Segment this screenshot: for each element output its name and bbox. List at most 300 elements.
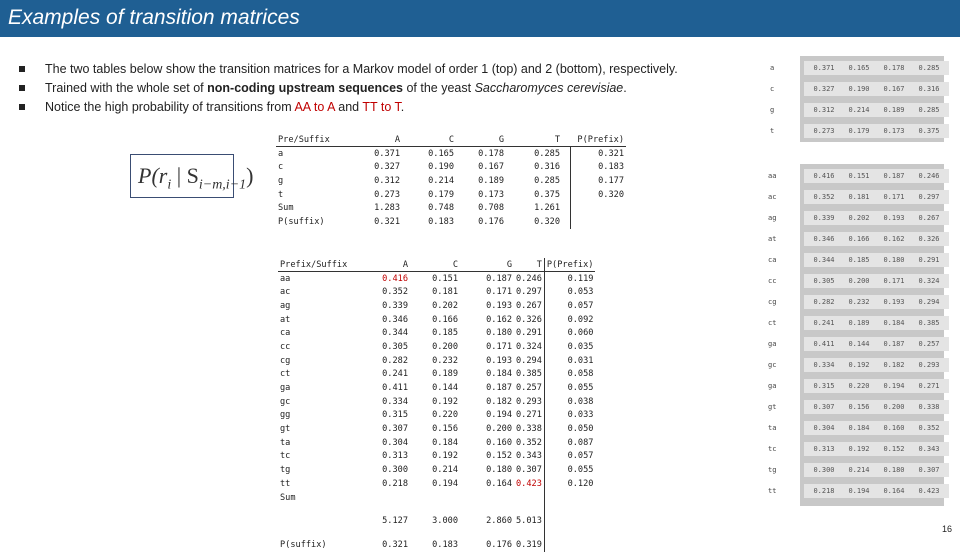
preview-cell: 0.187 xyxy=(874,169,914,183)
preview-cell: 0.285 xyxy=(909,103,949,117)
preview-cell: 0.181 xyxy=(839,190,879,204)
table-cell: 0.334 xyxy=(382,396,408,407)
preview-cell: 0.307 xyxy=(804,400,844,414)
table-row xyxy=(276,174,626,188)
table-row xyxy=(278,368,595,382)
table-row xyxy=(278,422,595,436)
table-cell: 0.144 xyxy=(432,383,458,394)
row-label: aa xyxy=(280,273,291,284)
column-header: G xyxy=(460,258,514,272)
preview-cell: 0.312 xyxy=(804,103,844,117)
table-cell: 0.285 xyxy=(534,175,560,186)
bullet-item: The two tables below show the transition matrices for a Markov model of order 1 (top) and 2 (bottom), respectively. xyxy=(16,60,776,79)
table-cell: 0.338 xyxy=(514,422,544,436)
spacer-cell xyxy=(562,188,570,202)
row-label: ag xyxy=(280,300,291,311)
table-row xyxy=(276,188,626,202)
preview-row-label: t xyxy=(770,127,775,135)
prefix-prob-cell: 0.177 xyxy=(570,174,626,188)
preview-row-label: ca xyxy=(768,256,777,264)
row-label: t xyxy=(278,189,284,200)
preview-cell: 0.416 xyxy=(804,169,844,183)
preview-row-label: ta xyxy=(768,424,777,432)
prefix-prob-cell: 0.092 xyxy=(567,314,594,325)
psuffix-cell: 0.321 xyxy=(382,539,408,550)
prefix-prob-cell: 0.033 xyxy=(567,410,594,421)
prefix-prob-cell: 0.050 xyxy=(567,424,594,435)
table-cell: 0.352 xyxy=(514,436,544,450)
preview-cell: 0.346 xyxy=(804,232,844,246)
table-cell: 0.271 xyxy=(514,409,544,423)
table-cell: 0.344 xyxy=(382,328,408,339)
psuffix-cell: 0.319 xyxy=(514,538,544,552)
table-cell: 0.352 xyxy=(382,287,408,298)
preview-cell: 0.257 xyxy=(909,337,949,351)
sum-label-row xyxy=(278,491,595,505)
side-panel-preview xyxy=(764,42,944,507)
table-cell: 0.285 xyxy=(534,148,560,159)
preview-cell: 0.273 xyxy=(804,124,844,138)
preview-cell: 0.214 xyxy=(839,103,879,117)
table-cell: 0.156 xyxy=(432,424,458,435)
empty-cell xyxy=(362,491,410,505)
table-row xyxy=(278,299,595,313)
table-cell: 0.305 xyxy=(382,341,408,352)
table-cell: 0.176 xyxy=(478,216,504,227)
table-cell: 0.181 xyxy=(432,287,458,298)
table-cell: 0.312 xyxy=(374,175,400,186)
preview-cell: 0.267 xyxy=(909,211,949,225)
spacer-cell xyxy=(562,147,570,161)
prefix-prob-cell: 0.031 xyxy=(567,355,594,366)
preview-row-label: at xyxy=(768,235,777,243)
table-cell: 0.171 xyxy=(486,341,512,352)
table-cell: 0.321 xyxy=(374,216,400,227)
preview-cell: 0.297 xyxy=(909,190,949,204)
preview-cell: 0.293 xyxy=(909,358,949,372)
table-row xyxy=(278,450,595,464)
table-cell: 0.160 xyxy=(486,437,512,448)
table-cell: 0.241 xyxy=(382,369,408,380)
table-row xyxy=(278,354,595,368)
table-cell: 0.165 xyxy=(428,148,454,159)
table-cell: 0.297 xyxy=(514,285,544,299)
table-row xyxy=(276,215,626,229)
empty-cell xyxy=(514,528,544,538)
row-label: ac xyxy=(280,287,291,298)
bullet-item: Notice the high probability of transitions from AA to A and TT to T. xyxy=(16,98,776,117)
row-label: gt xyxy=(280,424,291,435)
prefix-prob-cell: 0.060 xyxy=(567,328,594,339)
table-cell: 0.200 xyxy=(486,424,512,435)
table-cell: 0.293 xyxy=(514,395,544,409)
table-cell: 0.313 xyxy=(382,451,408,462)
bullet-list xyxy=(16,60,776,117)
spacer-row xyxy=(278,504,595,514)
table-cell: 0.307 xyxy=(514,463,544,477)
table-cell: 0.282 xyxy=(382,355,408,366)
preview-row-label: tg xyxy=(768,466,777,474)
table-cell: 0.343 xyxy=(514,450,544,464)
preview-cell: 0.166 xyxy=(839,232,879,246)
preview-cell: 0.189 xyxy=(839,316,879,330)
table-row xyxy=(278,436,595,450)
prefix-prob-cell: 0.055 xyxy=(567,465,594,476)
prefix-prob-cell: 0.055 xyxy=(567,383,594,394)
preview-cell: 0.305 xyxy=(804,274,844,288)
table-cell: 0.327 xyxy=(374,162,400,173)
table-cell: 0.173 xyxy=(478,189,504,200)
preview-cell: 0.334 xyxy=(804,358,844,372)
preview-cell: 0.193 xyxy=(874,295,914,309)
sum-cell: 5.013 xyxy=(514,514,544,528)
psuffix-row xyxy=(278,538,595,552)
table-cell: 0.187 xyxy=(486,383,512,394)
table-cell: 0.346 xyxy=(382,314,408,325)
preview-cell: 0.271 xyxy=(909,379,949,393)
spacer-cell xyxy=(562,174,570,188)
table-cell: 0.194 xyxy=(432,478,458,489)
table-cell: 0.189 xyxy=(478,175,504,186)
preview-cell: 0.184 xyxy=(874,316,914,330)
table-cell: 0.185 xyxy=(432,328,458,339)
preview-cell: 0.202 xyxy=(839,211,879,225)
preview-cell: 0.187 xyxy=(874,337,914,351)
preview-cell: 0.385 xyxy=(909,316,949,330)
preview-cell: 0.200 xyxy=(839,274,879,288)
row-label: ca xyxy=(280,328,291,339)
table-cell: 0.423 xyxy=(514,477,544,491)
preview-cell: 0.371 xyxy=(804,61,844,75)
table-cell: 0.193 xyxy=(486,355,512,366)
preview-cell: 0.152 xyxy=(874,442,914,456)
row-label: tg xyxy=(280,465,291,476)
preview-cell: 0.343 xyxy=(909,442,949,456)
prefix-prob-cell: 0.035 xyxy=(567,341,594,352)
preview-cell: 0.180 xyxy=(874,463,914,477)
preview-cell: 0.327 xyxy=(804,82,844,96)
preview-row-label: cg xyxy=(768,298,777,306)
table-cell: 0.371 xyxy=(374,148,400,159)
title-bar xyxy=(0,0,960,37)
empty-cell xyxy=(278,504,362,514)
preview-cell: 0.179 xyxy=(839,124,879,138)
table-row xyxy=(276,147,626,161)
row-label: cc xyxy=(280,341,291,352)
formula-box: $P(r_i$ | $S_{i-m,i-1}$) xyxy=(130,154,234,198)
empty-cell xyxy=(544,538,595,552)
empty-cell xyxy=(544,528,595,538)
table-cell: 0.180 xyxy=(486,465,512,476)
table-cell: 0.220 xyxy=(432,410,458,421)
row-label: Sum xyxy=(278,203,294,214)
table-cell: 0.200 xyxy=(432,341,458,352)
preview-cell: 0.338 xyxy=(909,400,949,414)
table-cell: 0.411 xyxy=(382,383,408,394)
table-cell: 0.164 xyxy=(486,478,512,489)
table-row xyxy=(278,477,595,491)
row-label: at xyxy=(280,314,291,325)
preview-cell: 0.423 xyxy=(909,484,949,498)
row-label: ta xyxy=(280,437,291,448)
table-row xyxy=(278,285,595,299)
psuffix-cell: 0.183 xyxy=(432,539,458,550)
table-row xyxy=(276,201,626,215)
sum-cell: 3.000 xyxy=(432,516,458,527)
row-label: a xyxy=(278,148,284,159)
column-header: A xyxy=(362,258,410,272)
table-row xyxy=(276,160,626,174)
column-header: Pre/Suffix xyxy=(276,133,356,147)
column-header: Prefix/Suffix xyxy=(278,258,362,272)
table-cell: 0.184 xyxy=(486,369,512,380)
preview-cell: 0.178 xyxy=(874,61,914,75)
preview-row-label: g xyxy=(770,106,775,114)
preview-cell: 0.411 xyxy=(804,337,844,351)
prefix-prob-cell: 0.120 xyxy=(567,478,594,489)
sum-cell: 2.860 xyxy=(486,516,512,527)
preview-row-label: ga xyxy=(768,340,777,348)
prefix-prob-cell xyxy=(570,215,626,229)
table-row xyxy=(278,409,595,423)
empty-cell xyxy=(544,491,595,505)
preview-cell: 0.214 xyxy=(839,463,879,477)
preview-cell: 0.291 xyxy=(909,253,949,267)
row-label: cg xyxy=(280,355,291,366)
preview-cell: 0.160 xyxy=(874,421,914,435)
table-cell: 0.194 xyxy=(486,410,512,421)
preview-row-label: ga xyxy=(768,382,777,390)
table-cell: 0.273 xyxy=(374,189,400,200)
preview-row-label: a xyxy=(770,64,775,72)
table-cell: 0.304 xyxy=(382,437,408,448)
prefix-prob-cell: 0.058 xyxy=(567,369,594,380)
table-cell: 1.261 xyxy=(534,203,560,214)
table-cell: 0.214 xyxy=(428,175,454,186)
preview-row-label: c xyxy=(770,85,775,93)
empty-cell xyxy=(460,528,514,538)
table-cell: 0.246 xyxy=(514,272,544,286)
preview-cell: 0.192 xyxy=(839,442,879,456)
preview-cell: 0.313 xyxy=(804,442,844,456)
preview-cell: 0.200 xyxy=(874,400,914,414)
table-cell: 0.187 xyxy=(486,273,512,284)
preview-cell: 0.194 xyxy=(874,379,914,393)
table-row xyxy=(278,395,595,409)
preview-cell: 0.241 xyxy=(804,316,844,330)
preview-cell: 0.194 xyxy=(839,484,879,498)
slide-title: Examples of transition matrices xyxy=(8,6,300,29)
table-cell: 0.184 xyxy=(432,437,458,448)
preview-cell: 0.344 xyxy=(804,253,844,267)
table-row xyxy=(278,326,595,340)
prefix-prob-cell: 0.321 xyxy=(570,147,626,161)
prefix-prob-cell: 0.119 xyxy=(567,273,594,284)
table-cell: 0.183 xyxy=(428,216,454,227)
preview-cell: 0.151 xyxy=(839,169,879,183)
table-cell: 0.257 xyxy=(514,381,544,395)
prefix-prob-cell: 0.087 xyxy=(567,437,594,448)
preview-cell: 0.316 xyxy=(909,82,949,96)
preview-cell: 0.246 xyxy=(909,169,949,183)
order1-transition-table xyxy=(276,133,626,229)
prefix-prob-cell: 0.057 xyxy=(567,451,594,462)
preview-cell: 0.300 xyxy=(804,463,844,477)
table-row xyxy=(278,340,595,354)
preview-row-label: tt xyxy=(768,487,777,495)
table-cell: 0.180 xyxy=(486,328,512,339)
preview-cell: 0.315 xyxy=(804,379,844,393)
table-cell: 0.179 xyxy=(428,189,454,200)
row-label: Sum xyxy=(280,492,296,503)
spacer-row xyxy=(278,528,595,538)
table-cell: 0.171 xyxy=(486,287,512,298)
preview-cell: 0.375 xyxy=(909,124,949,138)
row-label: gg xyxy=(280,410,291,421)
empty-cell xyxy=(362,528,410,538)
preview-cell: 0.232 xyxy=(839,295,879,309)
preview-cell: 0.167 xyxy=(874,82,914,96)
table-cell: 1.283 xyxy=(374,203,400,214)
preview-row-label: gt xyxy=(768,403,777,411)
empty-cell xyxy=(362,504,410,514)
table-cell: 0.294 xyxy=(514,354,544,368)
table-cell: 0.218 xyxy=(382,478,408,489)
preview-cell: 0.304 xyxy=(804,421,844,435)
empty-cell xyxy=(544,504,595,514)
table-cell: 0.708 xyxy=(478,203,504,214)
empty-cell xyxy=(278,528,362,538)
sum-values-row xyxy=(278,514,595,528)
empty-cell xyxy=(410,504,460,514)
table-cell: 0.315 xyxy=(382,410,408,421)
row-label: P(suffix) xyxy=(278,216,325,227)
preview-cell: 0.285 xyxy=(909,61,949,75)
column-header: C xyxy=(402,133,456,147)
preview-cell: 0.164 xyxy=(874,484,914,498)
column-header: T xyxy=(506,133,562,147)
table-cell: 0.326 xyxy=(514,313,544,327)
table-cell: 0.748 xyxy=(428,203,454,214)
preview-cell: 0.193 xyxy=(874,211,914,225)
empty-cell xyxy=(278,514,362,528)
preview-cell: 0.218 xyxy=(804,484,844,498)
preview-cell: 0.189 xyxy=(874,103,914,117)
preview-cell: 0.282 xyxy=(804,295,844,309)
bullet-item: Trained with the whole set of non-coding upstream sequences of the yeast Saccharomyces cerevisiae. xyxy=(16,79,776,98)
sum-cell: 5.127 xyxy=(382,516,408,527)
preview-row-label: tc xyxy=(768,445,777,453)
table-cell: 0.316 xyxy=(534,162,560,173)
row-label: tc xyxy=(280,451,291,462)
preview-row-label: cc xyxy=(768,277,777,285)
psuffix-cell: 0.176 xyxy=(486,539,512,550)
empty-cell xyxy=(460,491,514,505)
preview-cell: 0.184 xyxy=(839,421,879,435)
table-cell: 0.189 xyxy=(432,369,458,380)
prefix-prob-cell xyxy=(570,201,626,215)
table-cell: 0.192 xyxy=(432,396,458,407)
table-header-row xyxy=(278,258,595,272)
row-label: gc xyxy=(280,396,291,407)
table-cell: 0.151 xyxy=(432,273,458,284)
table-header-row xyxy=(276,133,626,147)
table-cell: 0.300 xyxy=(382,465,408,476)
preview-cell: 0.171 xyxy=(874,274,914,288)
empty-cell xyxy=(410,491,460,505)
empty-cell xyxy=(410,528,460,538)
preview-row-label: ct xyxy=(768,319,777,327)
preview-cell: 0.190 xyxy=(839,82,879,96)
row-label: tt xyxy=(280,478,291,489)
column-header xyxy=(562,133,570,147)
table-cell: 0.385 xyxy=(514,368,544,382)
preview-row-label: aa xyxy=(768,172,777,180)
table-cell: 0.416 xyxy=(382,273,408,284)
prefix-prob-cell: 0.038 xyxy=(567,396,594,407)
spacer-cell xyxy=(562,201,570,215)
table-cell: 0.375 xyxy=(534,189,560,200)
table-cell: 0.202 xyxy=(432,300,458,311)
preview-cell: 0.324 xyxy=(909,274,949,288)
column-header: P(Prefix) xyxy=(544,258,595,272)
preview-cell: 0.171 xyxy=(874,190,914,204)
empty-cell xyxy=(514,491,544,505)
preview-cell: 0.326 xyxy=(909,232,949,246)
preview-cell: 0.173 xyxy=(874,124,914,138)
table-cell: 0.324 xyxy=(514,340,544,354)
row-label: ct xyxy=(280,369,291,380)
table-cell: 0.291 xyxy=(514,326,544,340)
table-cell: 0.307 xyxy=(382,424,408,435)
table-cell: 0.166 xyxy=(432,314,458,325)
table-cell: 0.232 xyxy=(432,355,458,366)
row-label: c xyxy=(278,162,284,173)
column-header: A xyxy=(356,133,402,147)
prefix-prob-cell: 0.320 xyxy=(570,188,626,202)
table-cell: 0.152 xyxy=(486,451,512,462)
table-cell: 0.178 xyxy=(478,148,504,159)
preview-cell: 0.294 xyxy=(909,295,949,309)
table-cell: 0.192 xyxy=(432,451,458,462)
preview-cell: 0.220 xyxy=(839,379,879,393)
preview-cell: 0.192 xyxy=(839,358,879,372)
empty-cell xyxy=(544,514,595,528)
column-header: T xyxy=(514,258,544,272)
preview-row-label: ag xyxy=(768,214,777,222)
prefix-prob-cell: 0.053 xyxy=(567,287,594,298)
preview-cell: 0.185 xyxy=(839,253,879,267)
order2-transition-table xyxy=(278,258,595,552)
preview-cell: 0.144 xyxy=(839,337,879,351)
preview-cell: 0.162 xyxy=(874,232,914,246)
preview-cell: 0.339 xyxy=(804,211,844,225)
row-label: g xyxy=(278,175,284,186)
preview-cell: 0.182 xyxy=(874,358,914,372)
row-label: P(suffix) xyxy=(280,539,327,550)
table-row xyxy=(278,272,595,286)
preview-cell: 0.180 xyxy=(874,253,914,267)
table-cell: 0.162 xyxy=(486,314,512,325)
column-header: G xyxy=(456,133,506,147)
table-cell: 0.320 xyxy=(534,216,560,227)
table-cell: 0.190 xyxy=(428,162,454,173)
table-cell: 0.167 xyxy=(478,162,504,173)
table-cell: 0.214 xyxy=(432,465,458,476)
table-cell: 0.339 xyxy=(382,300,408,311)
preview-cell: 0.165 xyxy=(839,61,879,75)
preview-cell: 0.352 xyxy=(804,190,844,204)
